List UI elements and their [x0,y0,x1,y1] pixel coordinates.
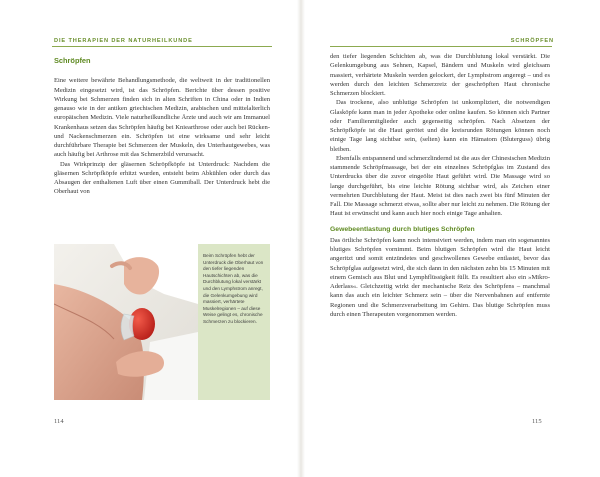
cupping-photo [54,244,198,400]
left-column [54,52,270,197]
paragraph: Ebenfalls entspannend und schmerzlindernd ist die aus der Chinesischen Medizin stammende Schröpfmassage, bei der ein einzelnes Schröpfglas im Zustand des Unterdrucks über die zuvor eingeölte Haut geführt wird. Die Massage wird so lange durchgeführt, bis eine leichte Rötung sichtbar wird, als Zeichen einer vermehrten Durchblutung der Haut. Meist ist dies nach zwei bis fünf Minuten der Fall. Die Massage schmerzt etwas, sollte aber nur leicht zu nehmen. Die Rötung der Haut ist erwünscht und kann auch hier noch einige Tage anhalten. [330,154,550,218]
right-column [330,52,550,319]
running-head-right: SCHRÖPFEN [510,38,554,44]
running-head-left: DIE THERAPIEN DER NATURHEILKUNDE [54,38,193,44]
header-rule-left [52,46,272,47]
paragraph: Das Wirkprinzip der gläsernen Schröpfköpfe ist Unterdruck: Nachdem die gläsernen Schröpfköpfe erhitzt wurden, entsteht beim Abkühlen oder durch das Absaugen der enthaltenen Luft über einen Gummiball. Der Unterdruck hebt die Oberhaut von [54,160,270,196]
section-title: Schröpfen [54,56,91,65]
paragraph: Das örtliche Schröpfen kann noch intensiviert werden, indem man ein sogenanntes blutiges Schröpfen vornimmt. Beim blutigen Schröpfen wird die Haut leicht angeritzt und somit entzündetes und geschwollenes Gewebe entlastet, bevor das Schröpfglas aufgesetzt wird, die sich dann in den nächsten zehn bis 15 Minuten mit einem Gemisch aus Blut und Lymphflüssigkeit füllt. Es resultiert also ein »Mikro-Aderlass«. Gleichzeitig wirkt der mechanische Reiz des Schröpfens – manchmal kann das auch ein leichter Schmerz sein – über die Nervenbahnen auf entfernte Regionen und die Schmerzverarbeitung im Gehirn. Das blutige Schröpfen muss durch einen Therapeuten vorgenommen werden. [330,236,550,318]
photo-caption-box [54,244,270,400]
subheading: Gewebeentlastung durch blutiges Schröpfen [330,225,475,233]
page-number-left: 114 [54,418,64,425]
book-gutter [297,0,305,477]
photo-caption: Beim Schröpfen hebt der Unterdruck die Oberhaut von den tiefer liegenden Hautschichten ab, was die Durchblutung lokal verstärkt und den Lymphstrom anregt, die Gelenkumgebung wird massiert, verhärtete Muskelregionen – auf diese Weise gelingt es, chronische Schmerzen zu blockieren. [203,253,264,324]
header-rule-right [330,46,552,47]
paragraph: den tiefer liegenden Schichten ab, was die Durchblutung lokal verstärkt. Die Gelenkumgebung aus Sehnen, Kapsel, Bändern und Muskeln wird gleichsam massiert, verhärtete Muskeln werden gelockert, der Lymphstrom angeregt – und es werden durch den leichten Schmerzreiz der geschröpften Haut chronische Schmerzen blockiert. [330,53,550,97]
paragraph: Das trockene, also unblutige Schröpfen ist unkompliziert, die notwendigen Glasköpfe kann man in jeder Apotheke oder online kaufen. So können sich Partner oder Familienmitglieder auch gegenseitig schröpfen. Nach Absetzen der Schröpfköpfe ist die Haut gerötet und die kreisrunden Rötungen können noch einige Tage lang sichtbar sein, (selten) kann ein Hämatom (Bluterguss) übrig bleiben. [330,99,550,153]
page-number-right: 115 [532,418,542,425]
paragraph: Eine weitere bewährte Behandlungsmethode, die weltweit in der traditionellen Medizin eingesetzt wird, ist das Schröpfen. Berichte über dessen positive Wirkung bei Schmerzen finden sich in alten Schriften in China oder in Indien genauso wie in der antiken griechischen Medizin, arabischen und mittelalterlich europäischen Medizin. Viele naturheilkundliche Ärzte und auch wir am Immanuel Krankenhaus setzen das Schröpfen häufig bei Kniearthrose oder auch bei Rücken- und Nackenschmerzen ein. Schröpfen ist eine wirksame und sehr leicht durchführbare Therapie bei Schmerzen der Muskeln, des Unterhautgewebes, was auch häufig bei Arthrose mit das Schmerzbild verursacht. [54,77,270,159]
